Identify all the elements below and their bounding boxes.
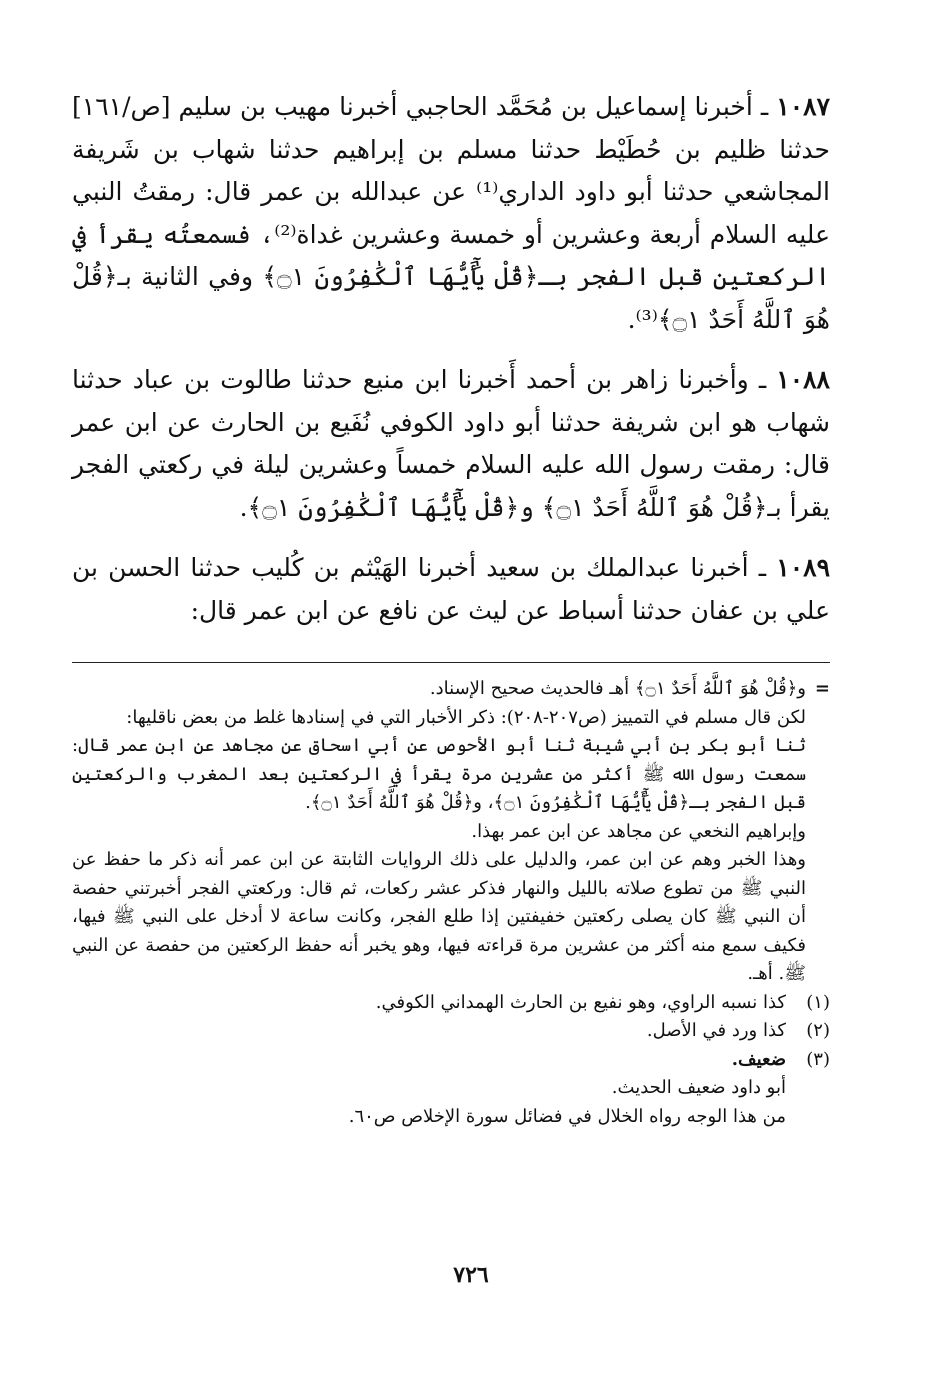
footnote-1 (72, 989, 830, 1018)
footnote-text: كذا نسبه الراوي، وهو نفيع بن الحارث الهمداني الكوفي. (375, 991, 786, 1013)
hadith-1089 (72, 547, 830, 632)
hadith-text: ـ أخبرنا إسماعيل بن مُحَمَّد الحاجبي أخبرنا مهيب بن سليم [ص/١٦١] حدثنا ظليم بن حُطَيْط حدثنا مسلم بن إبراهيم حدثنا شهاب بن شَريفة المجاشعي حدثنا أبو داود الداري⁽¹⁾ عن عبدالله بن عمر قال: رمقتُ النبي عليه السلام أربعة وعشرين أو خمسة وعشرين غداة⁽²⁾، فسمعتُه يقرأ في الركعتين قبل الفجر بـ﴿قُلْ يَٰٓأَيُّهَا ٱلْكَٰفِرُونَ ۝١﴾ وفي الثانية بـ﴿قُلْ هُوَ ٱللَّهُ أَحَدٌ ۝١﴾⁽³⁾. (72, 92, 830, 334)
footnotes-section (72, 675, 830, 1131)
footnote-text: ضعيف. (731, 1048, 786, 1070)
hadith-1088 (72, 359, 830, 529)
footnote-3 (72, 1046, 830, 1075)
footnote-detail-line: من هذا الوجه رواه الخلال في فضائل سورة الإخلاص ص٦٠. (348, 1105, 786, 1127)
footnote-divider (72, 662, 830, 663)
footnote-paragraph: و﴿قُلْ هُوَ ٱللَّهُ أَحَدٌ ۝١﴾ أهـ فالحديث صحيح الإسناد. (429, 678, 806, 699)
footnote-paragraph: وهذا الخبر وهم عن ابن عمر، والدليل على ذلك الروايات الثابتة عن ابن عمر أنه ذكر ما حفظ عن النبي ﷺ من تطوع صلاته بالليل والنهار فذكر عشر ركعات، ثم قال: وركعتي الفجر أخبرتني حفصة أن النبي ﷺ كان يصلى ركعتين خفيفتين إذا طلع الفجر، وكانت ساعة لا أدخل على النبي ﷺ فيها، فكيف سمع منه أكثر من عشرين مرة قراءته فيها، وهو يخبر أنه حفظ الركعتين من حفصة عن النبي ﷺ. أهـ. (72, 849, 806, 984)
hadith-text: ـ وأخبرنا زاهر بن أحمد أَخبرنا ابن منيع حدثنا طالوت بن عباد حدثنا شهاب هو ابن شريفة حدثنا أبو داود الكوفي نُفَيع بن الحارث عن ابن عمر قال: رمقت رسول الله عليه السلام خمساً وعشرين ليلة في ركعتي الفجر يقرأ بـ﴿قُلْ هُوَ ٱللَّهُ أَحَدٌ ۝١﴾ و﴿قُلْ يَٰٓأَيُّهَا ٱلْكَٰفِرُونَ ۝١﴾. (72, 365, 830, 522)
hadith-number: ١٠٨٧ (776, 92, 830, 121)
footnote-marker: (١) (806, 991, 830, 1013)
hadith-text: ـ أخبرنا عبدالملك بن سعيد أخبرنا الهَيْثم بن كُليب حدثنا الحسن بن علي بن عفان حدثنا أسباط عن ليث عن نافع عن ابن عمر قال: (72, 553, 830, 625)
footnote-detail-line: أبو داود ضعيف الحديث. (611, 1077, 786, 1098)
main-text (72, 86, 830, 632)
hadith-number: ١٠٨٩ (776, 553, 831, 582)
page-number: ٧٢٦ (453, 1262, 489, 1288)
footnote-paragraph: وإبراهيم النخعي عن مجاهد عن ابن عمر بهذا. (471, 820, 806, 842)
footnote-text: كذا ورد في الأصل. (646, 1020, 786, 1041)
footnote-marker: (٢) (806, 1020, 830, 1041)
footnote-paragraph: ثنا أبو بكر بن أبي شيبة ثنا أبو الأحوص عن أبي اسحاق عن مجاهد عن ابن عمر قال: سمعت رسول الله ﷺ أكثر من عشرين مرة يقرأ في الركعتين بعد المغرب والركعتين قبل الفجر بـ﴿قُلْ يَٰٓأَيُّهَا ٱلْكَٰفِرُونَ ۝١﴾، و﴿قُلْ هُوَ ٱللَّهُ أَحَدٌ ۝١﴾. (72, 735, 806, 813)
footnote-2 (72, 1017, 830, 1046)
hadith-number: ١٠٨٨ (776, 365, 830, 394)
hadith-1087 (72, 86, 830, 341)
footnote-marker: (٣) (806, 1048, 830, 1070)
footnote-continuation (72, 675, 830, 989)
footnote-3-details (72, 1074, 830, 1131)
footnote-paragraph: لكن قال مسلم في التمييز (ص٢٠٧-٢٠٨): ذكر الأخبار التي في إسنادها غلط من بعض ناقليها: (126, 706, 806, 728)
continuation-marker: = (814, 678, 830, 699)
